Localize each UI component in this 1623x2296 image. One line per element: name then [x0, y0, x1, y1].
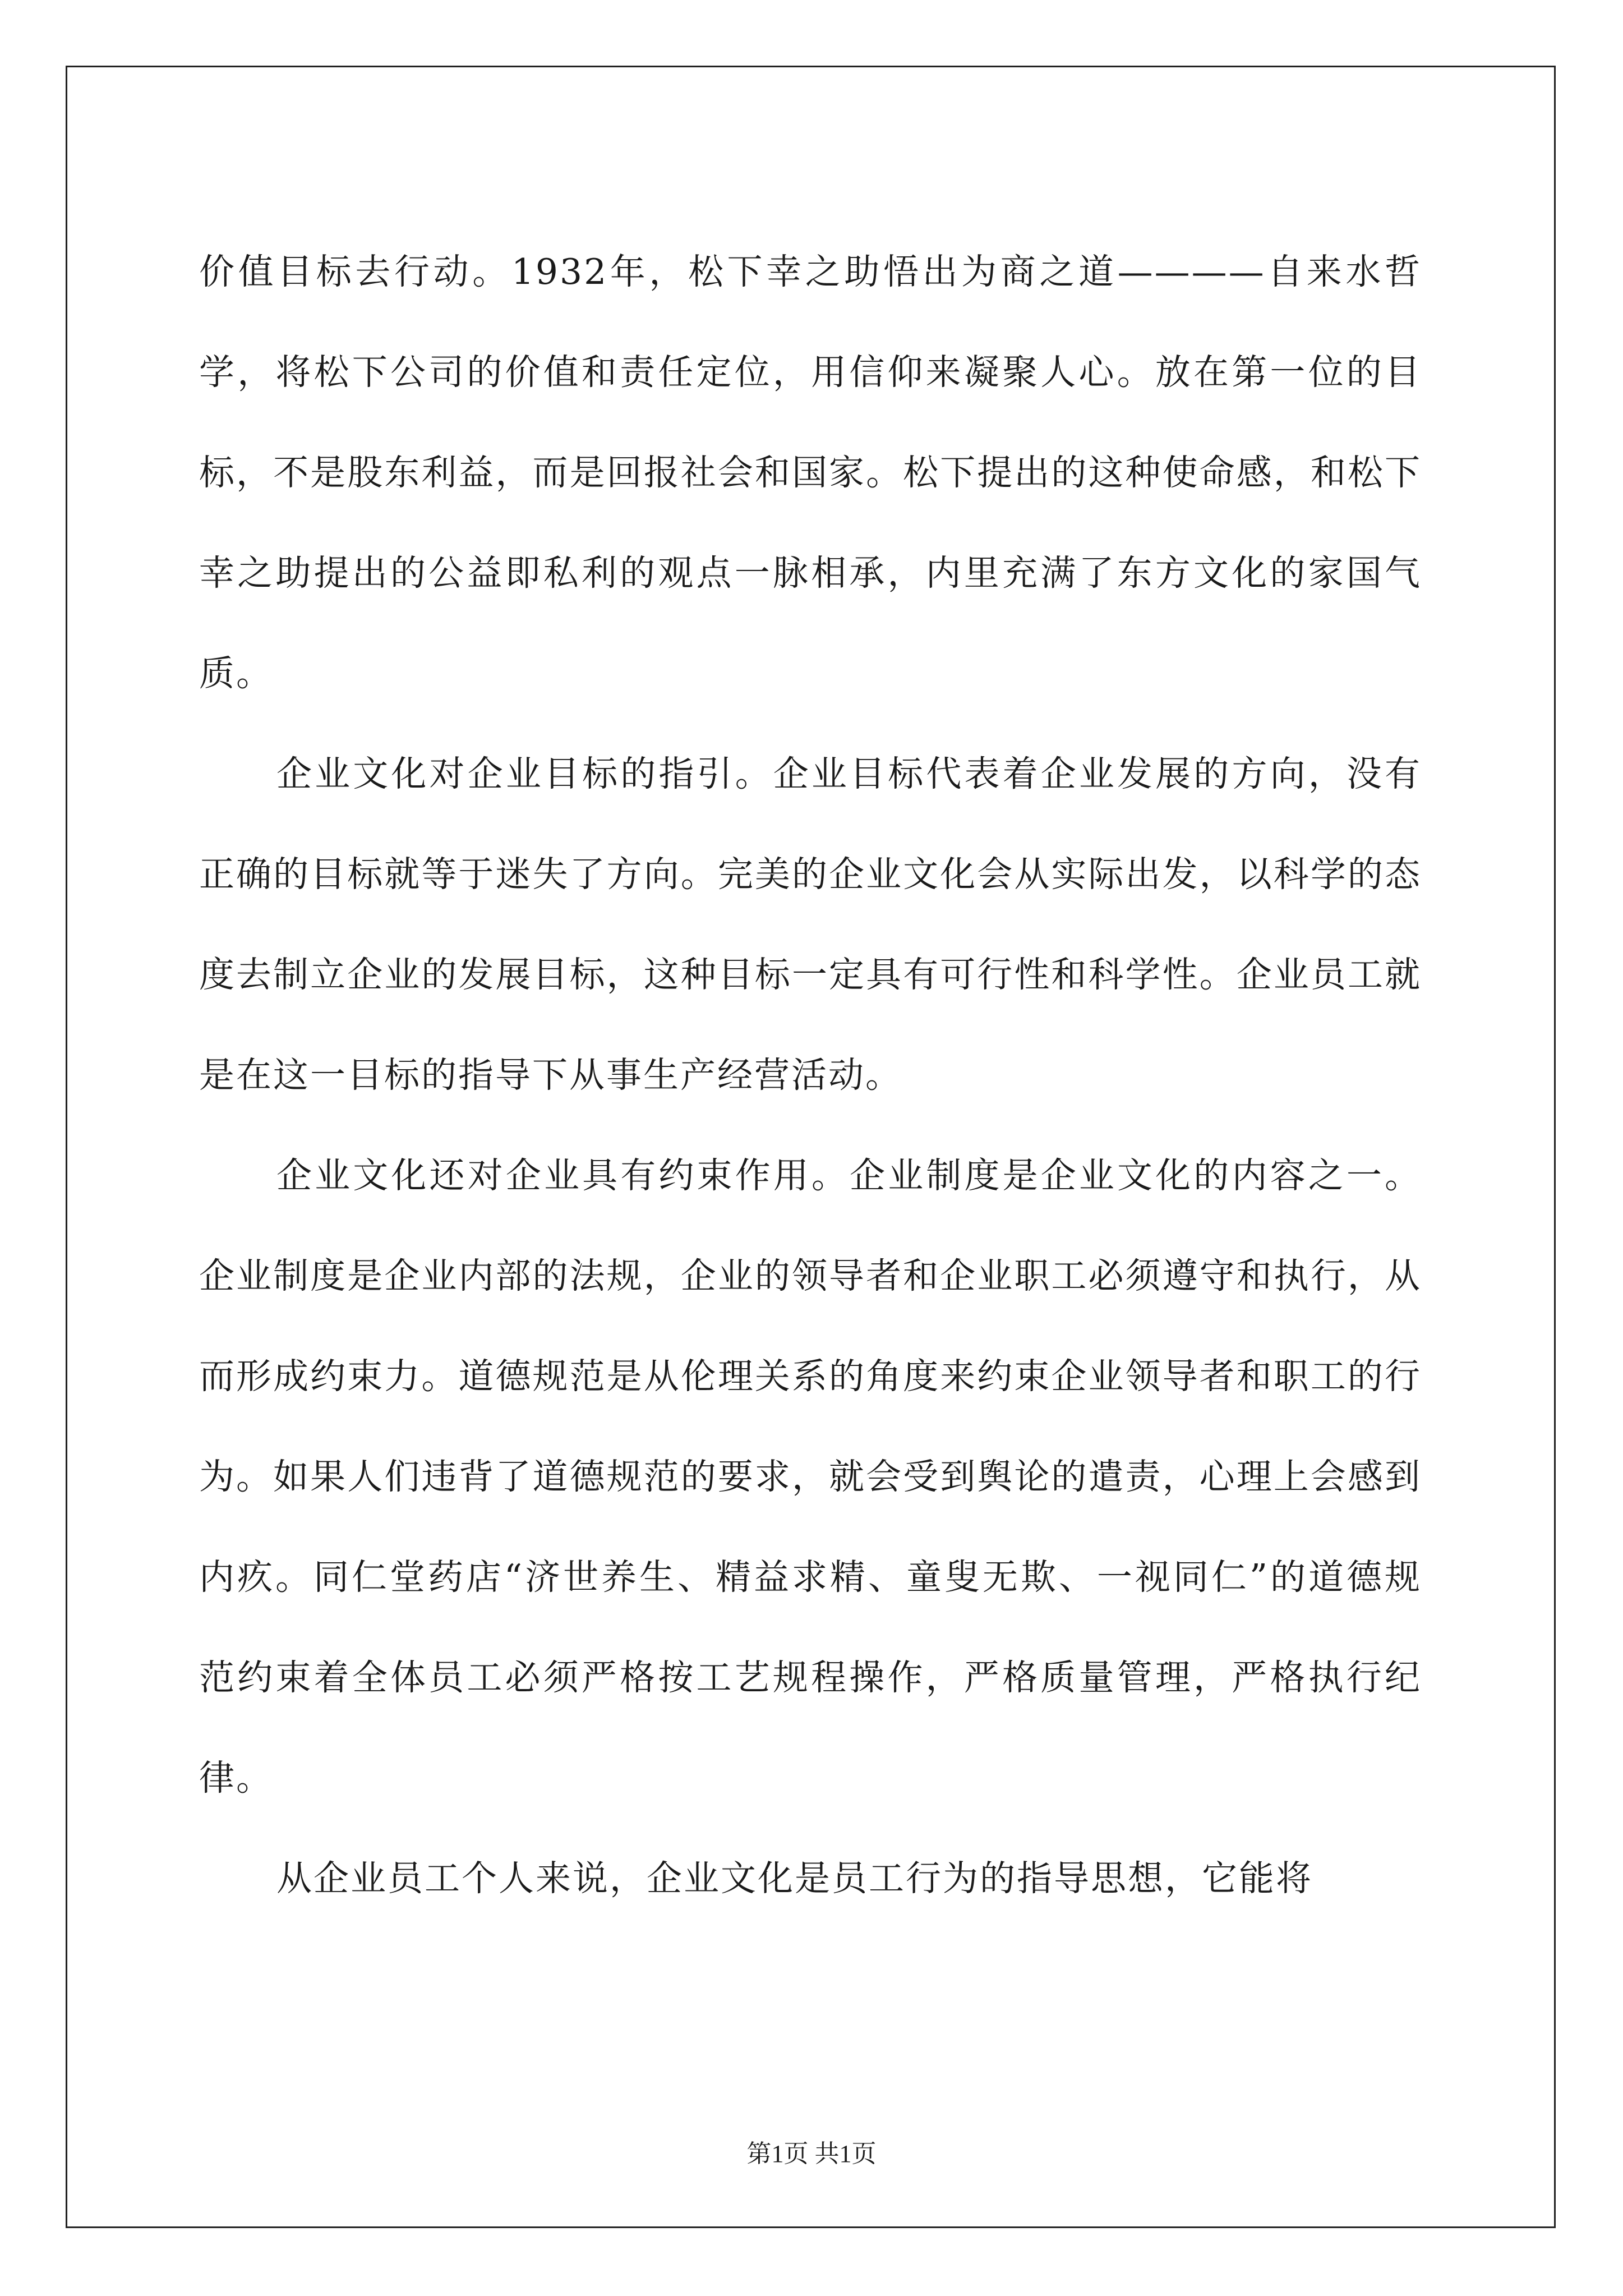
paragraph-corporate-constraints: 企业文化还对企业具有约束作用。企业制度是企业文化的内容之一。企业制度是企业内部的法规，企业的领导者和企业职工必须遵守和执行，从而形成约束力。道德规范是从伦理关系的角度来约束企业领导者和职工的行为。如果人们违背了道德规范的要求，就会受到舆论的遣责，心理上会感到内疚。同仁堂药店“济世养生、精益求精、童叟无欺、一视同仁”的道德规范约束着全体员工必须严格按工艺规程操作，严格质量管理，严格执行纪律。: [199, 1155, 1422, 1798]
paragraph-matsushita-philosophy: 价值目标去行动。1932年，松下幸之助悟出为商之道————自来水哲学，将松下公司的价值和责任定位，用信仰来凝聚人心。放在第一位的目标，不是股东利益，而是回报社会和国家。松下提出的这种使命感，和松下幸之助提出的公益即私利的观点一脉相承，内里充满了东方文化的家国气质。: [199, 251, 1422, 694]
page-number-footer: 第1页 共1页: [746, 2140, 877, 2168]
paragraph-employee-perspective: 从企业员工个人来说，企业文化是员工行为的指导思想，它能将: [276, 1858, 1313, 1899]
document-body: [199, 222, 1422, 1929]
paragraph-corporate-goals: 企业文化对企业目标的指引。企业目标代表着企业发展的方向，没有正确的目标就等于迷失了方向。完美的企业文化会从实际出发，以科学的态度去制立企业的发展目标，这种目标一定具有可行性和科学性。企业员工就是在这一目标的指导下从事生产经营活动。: [199, 753, 1422, 1096]
